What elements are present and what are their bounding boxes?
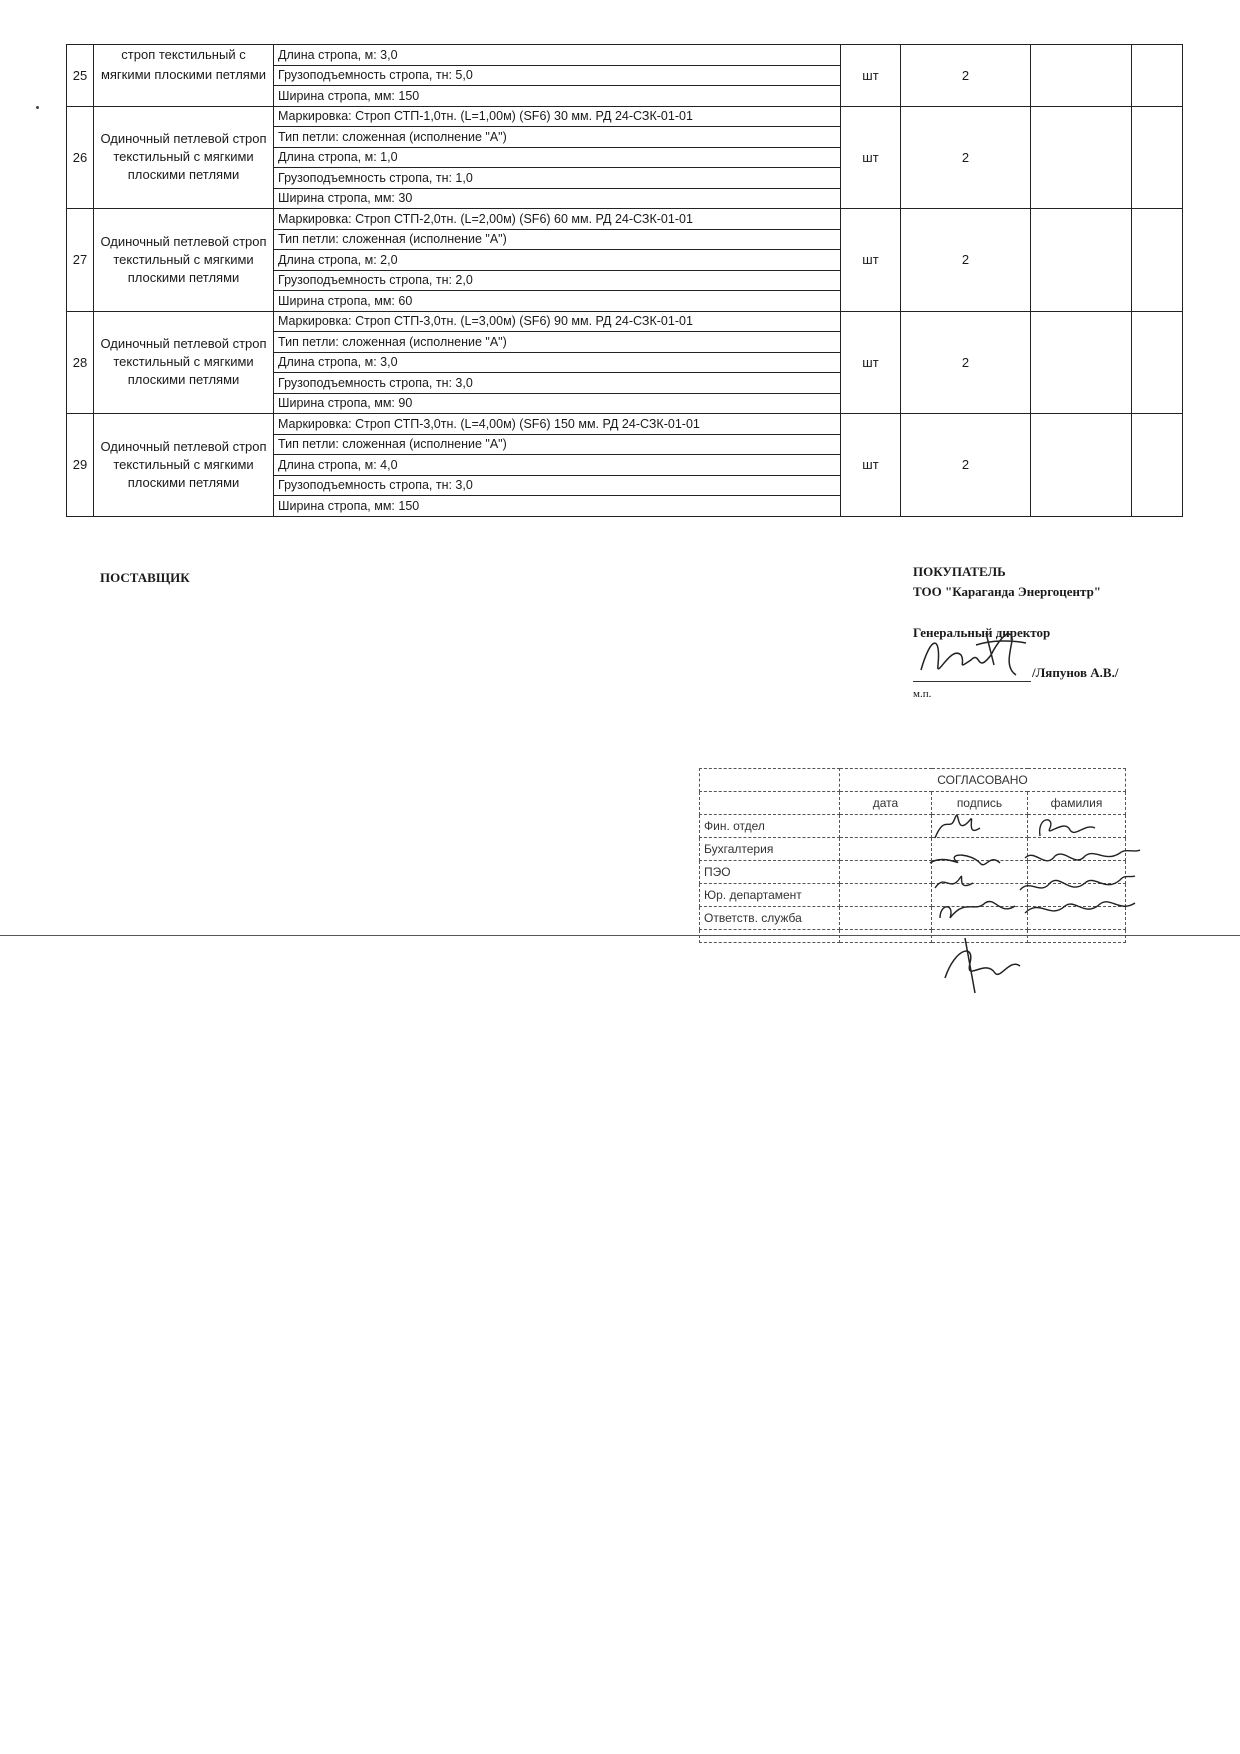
- item-quantity: 2: [901, 45, 1031, 107]
- spec-row: [67, 45, 1183, 66]
- item-name: Одиночный петлевой строп текстильный с мягкими плоскими петлями: [94, 311, 274, 414]
- approval-col-surname: фамилия: [1028, 792, 1126, 815]
- item-property: Тип петли: сложенная (исполнение "А"): [274, 229, 841, 250]
- item-property: Маркировка: Строп СТП-2,0тн. (L=2,00м) (SF6) 60 мм. РД 24-СЗК-01-01: [274, 209, 841, 230]
- specification-table: [66, 44, 1183, 517]
- item-quantity: 2: [901, 106, 1031, 209]
- approval-row: [700, 907, 1126, 930]
- item-property: Тип петли: сложенная (исполнение "А"): [274, 434, 841, 455]
- item-unit: шт: [841, 106, 901, 209]
- approval-col-signature: подпись: [932, 792, 1028, 815]
- spec-row: [67, 311, 1183, 332]
- item-property: Грузоподъемность стропа, тн: 3,0: [274, 475, 841, 496]
- buyer-block: [913, 562, 1101, 602]
- approval-cell: [932, 815, 1028, 838]
- approval-row: [700, 884, 1126, 907]
- approval-department: Ответств. служба: [700, 907, 840, 930]
- buyer-org: ТОО "Караганда Энергоцентр": [913, 584, 1102, 599]
- approval-department: Юр. департамент: [700, 884, 840, 907]
- item-property: Длина стропа, м: 4,0: [274, 455, 841, 476]
- signature-line: [913, 681, 1031, 682]
- item-property: Длина стропа, м: 3,0: [274, 45, 841, 66]
- buyer-director-name: /Ляпунов А.В./: [1032, 665, 1119, 680]
- item-property: Грузоподъемность стропа, тн: 1,0: [274, 168, 841, 189]
- seal-label: м.п.: [913, 688, 932, 700]
- item-sum-cell: [1132, 209, 1183, 312]
- approval-col-date: дата: [840, 792, 932, 815]
- item-price-cell: [1031, 45, 1132, 107]
- approval-cell: [1028, 838, 1126, 861]
- item-quantity: 2: [901, 209, 1031, 312]
- supplier-label: ПОСТАВЩИК: [100, 570, 190, 585]
- approval-cell: [932, 838, 1028, 861]
- item-number: 27: [67, 209, 94, 312]
- approval-cell: [1028, 907, 1126, 930]
- item-property: Грузоподъемность стропа, тн: 3,0: [274, 373, 841, 394]
- item-number: 28: [67, 311, 94, 414]
- approval-cell: [1028, 884, 1126, 907]
- approval-department: ПЭО: [700, 861, 840, 884]
- item-property: Грузоподъемность стропа, тн: 2,0: [274, 270, 841, 291]
- item-sum-cell: [1132, 45, 1183, 107]
- item-unit: шт: [841, 209, 901, 312]
- item-sum-cell: [1132, 414, 1183, 517]
- scan-dot: [36, 106, 39, 109]
- item-quantity: 2: [901, 311, 1031, 414]
- item-property: Ширина стропа, мм: 90: [274, 393, 841, 414]
- item-number: 25: [67, 45, 94, 107]
- buyer-position: Генеральный директор: [913, 625, 1051, 640]
- item-unit: шт: [841, 311, 901, 414]
- approval-row: [700, 838, 1126, 861]
- approval-cell: [932, 861, 1028, 884]
- approval-cell: [1028, 815, 1126, 838]
- approval-cell: [840, 861, 932, 884]
- approval-department: Фин. отдел: [700, 815, 840, 838]
- item-property: Тип петли: сложенная (исполнение "А"): [274, 332, 841, 353]
- item-number: 26: [67, 106, 94, 209]
- item-property: Маркировка: Строп СТП-3,0тн. (L=3,00м) (SF6) 90 мм. РД 24-СЗК-01-01: [274, 311, 841, 332]
- item-property: Ширина стропа, мм: 150: [274, 496, 841, 517]
- item-property: Грузоподъемность стропа, тн: 5,0: [274, 65, 841, 86]
- spec-row: [67, 209, 1183, 230]
- approval-row: [700, 815, 1126, 838]
- spec-row: [67, 414, 1183, 435]
- approval-title: СОГЛАСОВАНО: [840, 769, 1126, 792]
- approval-cell: [932, 884, 1028, 907]
- approval-cell: [1028, 861, 1126, 884]
- approval-table: [699, 768, 1126, 943]
- item-property: Маркировка: Строп СТП-3,0тн. (L=4,00м) (SF6) 150 мм. РД 24-СЗК-01-01: [274, 414, 841, 435]
- item-price-cell: [1031, 209, 1132, 312]
- approval-cell: [840, 838, 932, 861]
- item-quantity: 2: [901, 414, 1031, 517]
- item-sum-cell: [1132, 106, 1183, 209]
- approval-department: Бухгалтерия: [700, 838, 840, 861]
- item-sum-cell: [1132, 311, 1183, 414]
- item-number: 29: [67, 414, 94, 517]
- item-property: Ширина стропа, мм: 60: [274, 291, 841, 312]
- item-name: строп текстильный с мягкими плоскими петлями: [94, 45, 274, 107]
- item-name: Одиночный петлевой строп текстильный с мягкими плоскими петлями: [94, 106, 274, 209]
- item-property: Длина стропа, м: 3,0: [274, 352, 841, 373]
- item-property: Длина стропа, м: 2,0: [274, 250, 841, 271]
- scan-artifact-line: [0, 935, 1240, 936]
- item-name: Одиночный петлевой строп текстильный с мягкими плоскими петлями: [94, 414, 274, 517]
- item-unit: шт: [841, 414, 901, 517]
- item-name: Одиночный петлевой строп текстильный с мягкими плоскими петлями: [94, 209, 274, 312]
- approval-cell: [932, 907, 1028, 930]
- item-property: Ширина стропа, мм: 30: [274, 188, 841, 209]
- spec-row: [67, 106, 1183, 127]
- buyer-label: ПОКУПАТЕЛЬ: [913, 564, 1006, 579]
- item-price-cell: [1031, 311, 1132, 414]
- item-unit: шт: [841, 45, 901, 107]
- approval-cell: [840, 884, 932, 907]
- item-property: Маркировка: Строп СТП-1,0тн. (L=1,00м) (SF6) 30 мм. РД 24-СЗК-01-01: [274, 106, 841, 127]
- item-price-cell: [1031, 414, 1132, 517]
- approval-cell: [840, 815, 932, 838]
- item-property: Тип петли: сложенная (исполнение "А"): [274, 127, 841, 148]
- item-property: Ширина стропа, мм: 150: [274, 86, 841, 107]
- item-price-cell: [1031, 106, 1132, 209]
- item-property: Длина стропа, м: 1,0: [274, 147, 841, 168]
- approval-row: [700, 861, 1126, 884]
- approval-cell: [840, 907, 932, 930]
